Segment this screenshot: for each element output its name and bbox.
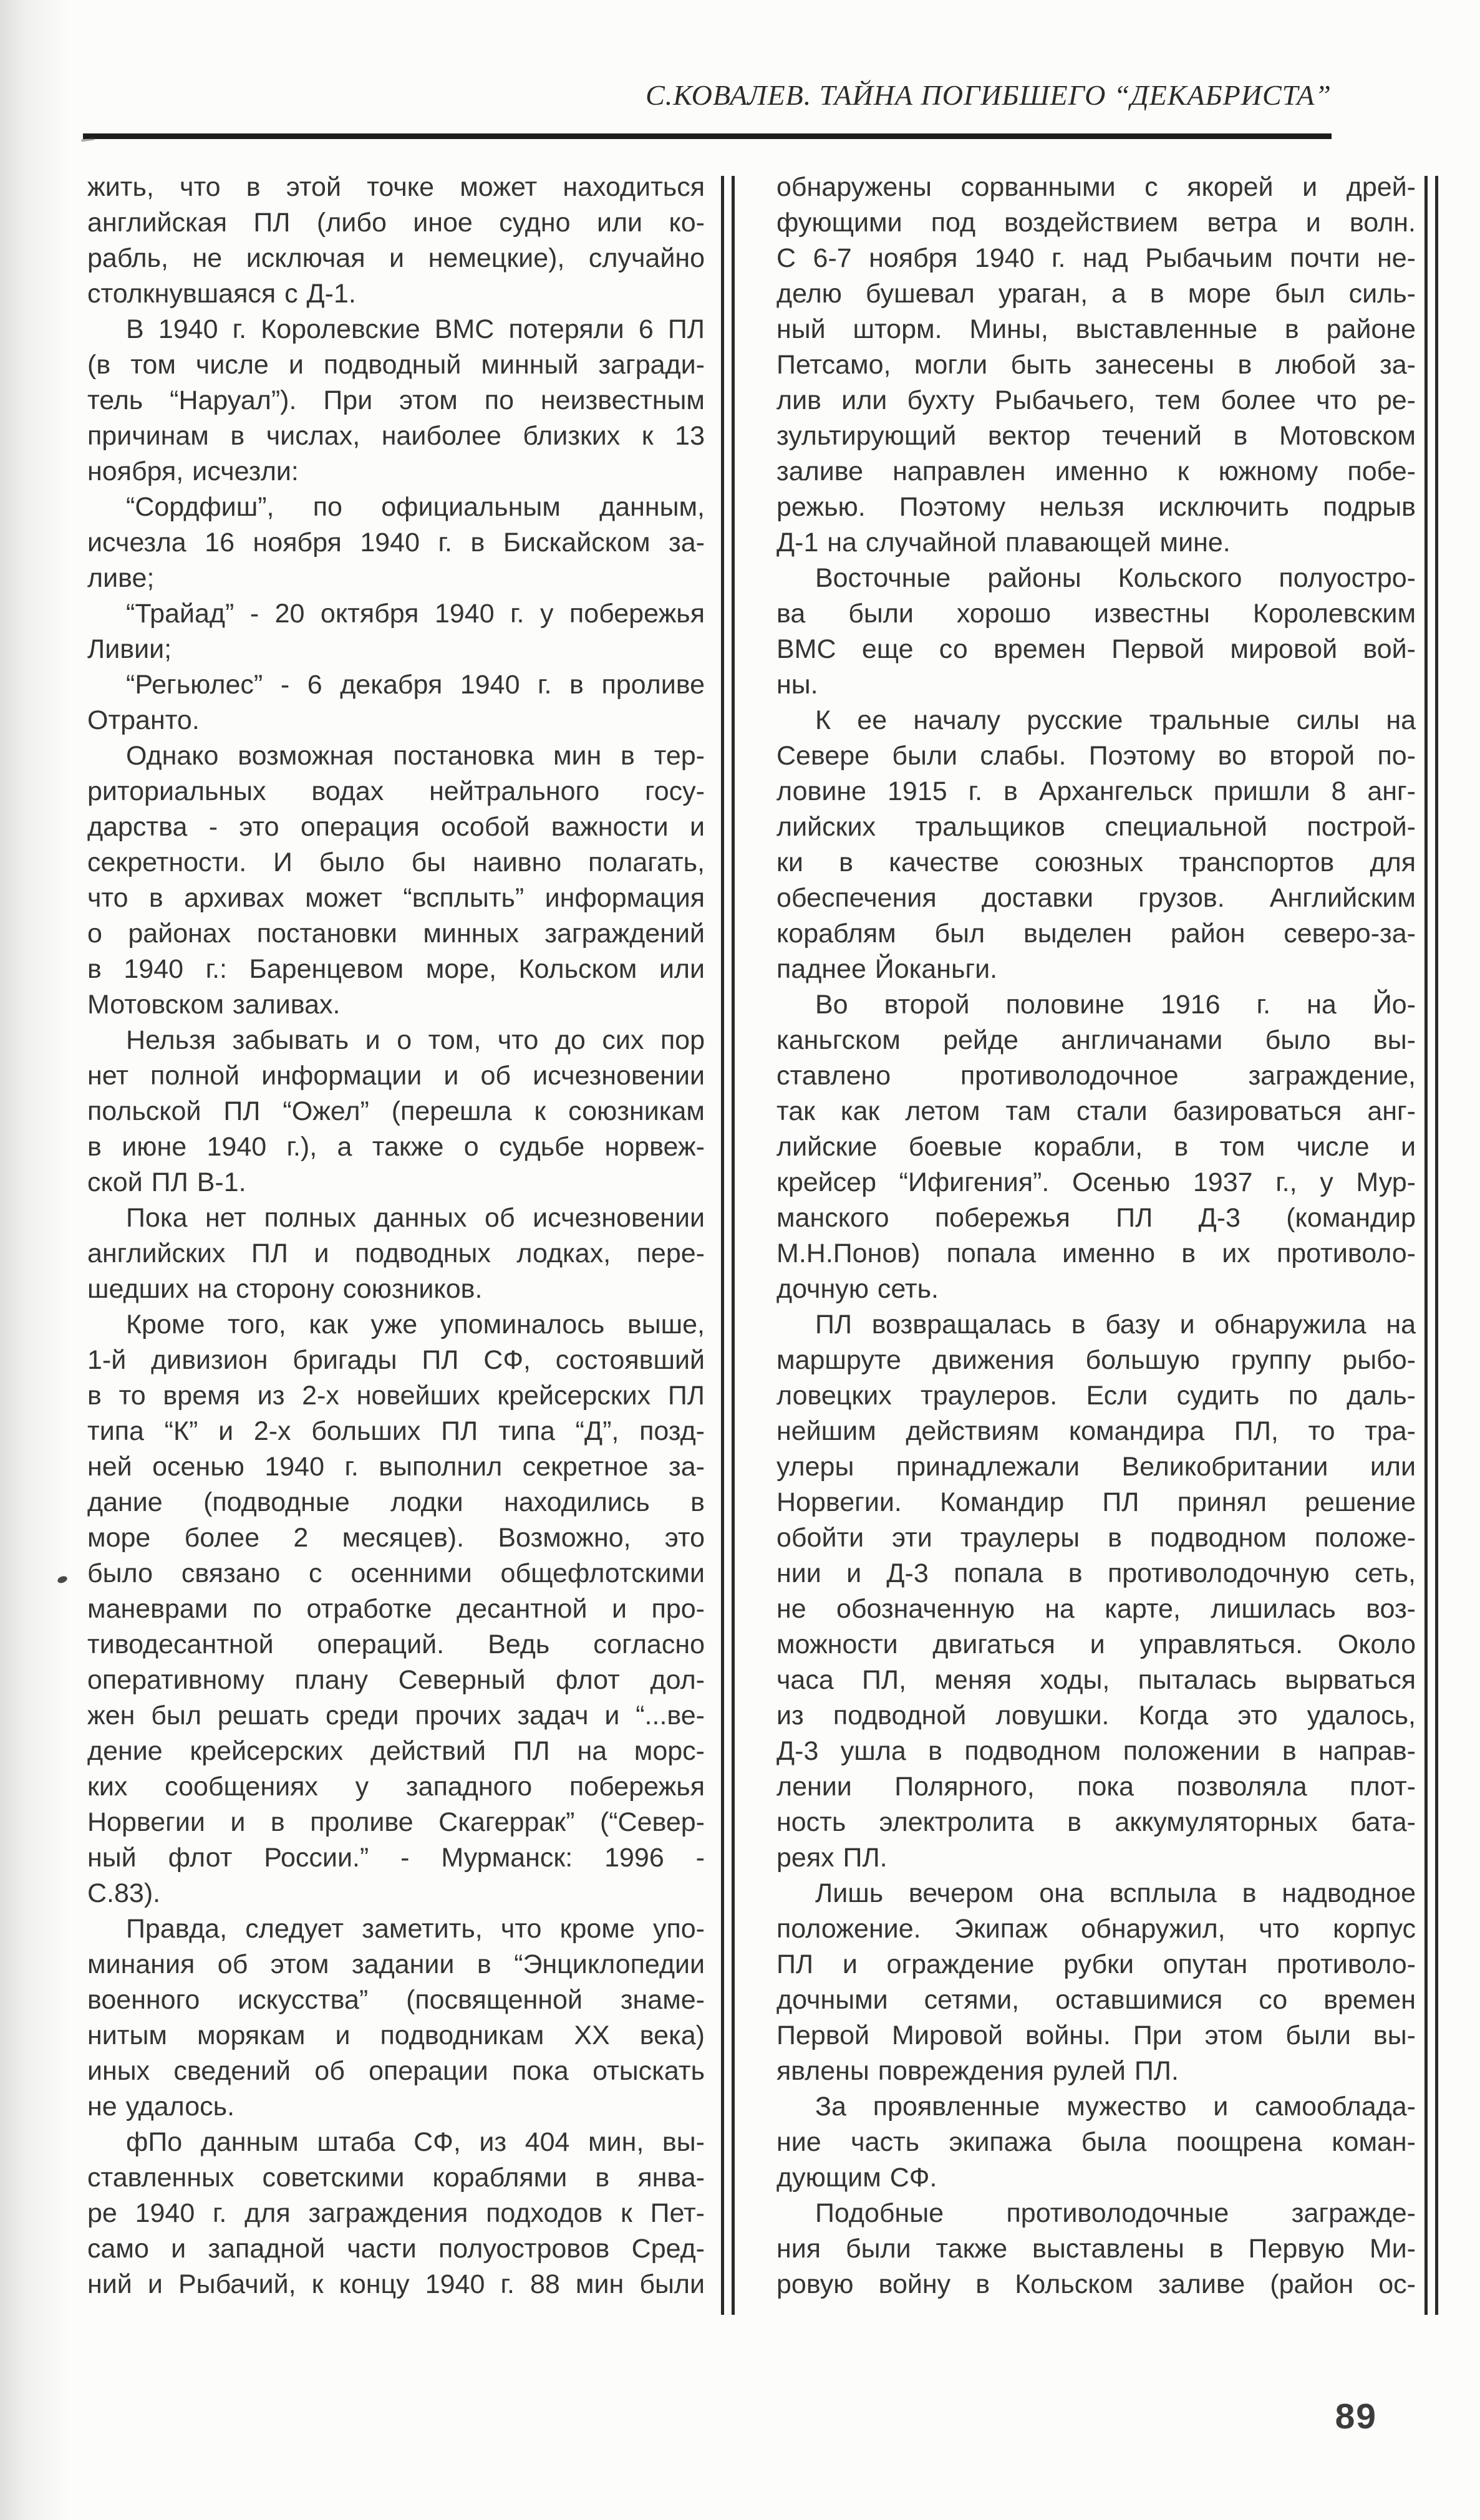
text-line: Подобные противолодочные загражде- (815, 2198, 1416, 2228)
text-line: 1-й дивизион бригады ПЛ СФ, состоявший (87, 1345, 705, 1375)
text-line: шедших на сторону союзников. (87, 1274, 483, 1304)
text-line: причинам в числах, наиболее близких к 13 (87, 421, 705, 451)
text-line: английская ПЛ (либо иное судно или ко- (87, 208, 705, 238)
text-line: лийских тральщиков специальной построй- (776, 812, 1416, 842)
text-line: обнаружены сорванными с якорей и дрей- (776, 172, 1416, 202)
text-line: Д-3 ушла в подводном положении в направ- (776, 1736, 1416, 1766)
text-line: явлены повреждения рулей ПЛ. (776, 2056, 1179, 2086)
text-line: тель “Наруал”). При этом по неизвестным (87, 385, 705, 415)
text-line: Лишь вечером она всплыла в надводное (815, 1878, 1416, 1908)
right-margin-rule (1424, 176, 1438, 2315)
text-line: риториальных водах нейтрального госу- (87, 776, 705, 806)
text-column-left (87, 170, 705, 2302)
paragraph (87, 2125, 705, 2302)
text-line: делю бушевал ураган, а в море был силь- (776, 279, 1416, 309)
text-line: С.83). (87, 1878, 161, 1908)
text-line: море более 2 месяцев). Возможно, это (87, 1523, 705, 1553)
paragraph (87, 1911, 705, 2125)
text-line: Восточные районы Кольского полуостро- (815, 563, 1416, 593)
text-line: Первой Мировой войны. При этом были вы- (776, 2020, 1416, 2050)
text-line: военного искусства” (посвященной знаме- (87, 1985, 705, 2015)
text-line: улеры принадлежали Великобритании или (776, 1452, 1416, 1482)
paragraph (776, 703, 1416, 987)
text-line: Петсамо, могли быть занесены в любой за- (776, 350, 1416, 380)
text-line: так как летом там стали базироваться анг- (776, 1096, 1416, 1126)
text-line: из подводной ловушки. Когда это удалось, (776, 1701, 1416, 1731)
text-line: о районах постановки минных заграждений (87, 919, 705, 949)
text-line: Мотовском заливах. (87, 990, 341, 1020)
text-line: фПо данным штаба СФ, из 404 мин, вы- (126, 2127, 705, 2157)
text-column-right (776, 170, 1416, 2302)
text-line: ской ПЛ В-1. (87, 1167, 246, 1197)
text-line: Ливии; (87, 634, 172, 664)
text-line: Правда, следует заметить, что кроме упо- (126, 1914, 705, 1944)
text-line: ровую войну в Кольском заливе (район ос- (776, 2269, 1416, 2299)
paragraph (776, 561, 1416, 703)
paragraph (776, 1307, 1416, 1876)
text-line: Однако возможная постановка мин в тер- (126, 741, 705, 771)
paragraph (87, 667, 705, 738)
text-line: ре 1940 г. для заграждения подходов к Пет- (87, 2198, 705, 2228)
text-line: нейшим действиям командира ПЛ, то тра- (776, 1416, 1416, 1446)
text-line: заливе направлен именно к южному побе- (776, 456, 1416, 486)
text-line: дание (подводные лодки находились в (87, 1487, 705, 1517)
text-line: реях ПЛ. (776, 1843, 888, 1873)
text-line: Пока нет полных данных об исчезновении (126, 1203, 705, 1233)
paragraph (87, 312, 705, 490)
margin-ink-speck (57, 1575, 68, 1585)
text-line: жить, что в этой точке может находиться (87, 172, 705, 202)
text-line: маневрами по отработке десантной и про- (87, 1594, 705, 1624)
text-line: ловине 1915 г. в Архангельск пришли 8 анг- (776, 776, 1416, 806)
text-line: дарства - это операция особой важности и (87, 812, 705, 842)
text-line: дение крейсерских действий ПЛ на морс- (87, 1736, 705, 1766)
text-line: нии и Д-3 попала в противолодочную сеть, (776, 1558, 1416, 1588)
text-line: (в том числе и подводный минный загради- (87, 350, 705, 380)
paragraph (87, 596, 705, 667)
text-line: “Трайад” - 20 октября 1940 г. у побережья (126, 599, 705, 629)
text-line: ловецких траулеров. Если судить по даль- (776, 1381, 1416, 1411)
text-line: ливе; (87, 563, 155, 593)
text-line: К ее началу русские тральные силы на (815, 705, 1416, 735)
paragraph (776, 2196, 1416, 2302)
text-line: дующим СФ. (776, 2163, 937, 2193)
text-line: ставлено противолодочное заграждение, (776, 1061, 1416, 1091)
text-line: обеспечения доставки грузов. Английским (776, 883, 1416, 913)
running-header-title: С.КОВАЛЕВ. ТАЙНА ПОГИБШЕГО “ДЕКАБРИСТА” (646, 79, 1332, 111)
text-line: ки в качестве союзных транспортов для (776, 847, 1416, 877)
text-line: каньгском рейде англичанами было вы- (776, 1025, 1416, 1055)
header-rule (83, 133, 1332, 139)
text-line: дочную сеть. (776, 1274, 939, 1304)
text-line: ставленных советскими кораблями в янва- (87, 2163, 705, 2193)
paragraph (776, 987, 1416, 1307)
paragraph (776, 170, 1416, 561)
text-line: английских ПЛ и подводных лодках, пере- (87, 1238, 705, 1268)
paragraph (87, 490, 705, 596)
text-line: лении Полярного, пока позволяла плот- (776, 1772, 1416, 1802)
page-number: 89 (1335, 2397, 1377, 2436)
text-line: зультирующий вектор течений в Мотовском (776, 421, 1416, 451)
text-line: часа ПЛ, меняя ходы, пыталась вырваться (776, 1665, 1416, 1695)
paragraph (87, 738, 705, 1023)
text-line: Кроме того, как уже упоминалось выше, (126, 1310, 705, 1340)
paragraph (776, 2089, 1416, 2196)
text-line: режью. Поэтому нельзя исключить подрыв (776, 492, 1416, 522)
text-line: ва были хорошо известны Королевским (776, 599, 1416, 629)
text-line: ность электролита в аккумуляторных бата- (776, 1807, 1416, 1837)
text-line: С 6-7 ноября 1940 г. над Рыбачьим почти не- (776, 243, 1416, 273)
text-line: польской ПЛ “Ожел” (перешла к союзникам (87, 1096, 705, 1126)
text-line: оперативному плану Северный флот дол- (87, 1665, 705, 1695)
text-line: ния были также выставлены в Первую Ми- (776, 2234, 1416, 2264)
text-line: ный флот России.” - Мурманск: 1996 - (87, 1843, 705, 1873)
text-line: Д-1 на случайной плавающей мине. (776, 528, 1231, 558)
text-line: в то время из 2-х новейших крейсерских ПЛ (87, 1381, 705, 1411)
text-line: крейсер “Ифигения”. Осенью 1937 г., у Мур- (776, 1167, 1416, 1197)
text-line: лив или бухту Рыбачьего, тем более что ре- (776, 385, 1416, 415)
text-line: лийские боевые корабли, в том числе и (776, 1132, 1416, 1162)
text-line: ней осенью 1940 г. выполнил секретное за- (87, 1452, 705, 1482)
paragraph (87, 170, 705, 312)
text-line: ноября, исчезли: (87, 456, 299, 486)
text-line: Отранто. (87, 705, 200, 735)
text-line: ПЛ возвращалась в базу и обнаружила на (815, 1310, 1416, 1340)
text-line: столкнувшаяся с Д-1. (87, 279, 356, 309)
text-line: тиводесантной операций. Ведь согласно (87, 1629, 705, 1659)
text-line: иных сведений об операции пока отыскать (87, 2056, 705, 2086)
text-line: положение. Экипаж обнаружил, что корпус (776, 1914, 1416, 1944)
text-line: ВМС еще со времен Первой мировой вой- (776, 634, 1416, 664)
text-line: ны. (776, 670, 818, 700)
text-line: что в архивах может “всплыть” информация (87, 883, 705, 913)
text-line: рабль, не исключая и немецкие), случайно (87, 243, 705, 273)
text-line: “Регьюлес” - 6 декабря 1940 г. в проливе (126, 670, 705, 700)
text-line: Норвегии и в проливе Скагеррак” (“Север- (87, 1807, 705, 1837)
paragraph (87, 1200, 705, 1307)
text-line: можности двигаться и управляться. Около (776, 1629, 1416, 1659)
text-line: исчезла 16 ноября 1940 г. в Бискайском за- (87, 528, 705, 558)
page-gutter-shadow (0, 0, 69, 2520)
text-line: М.Н.Понов) попала именно в их противоло- (776, 1238, 1416, 1268)
text-line: ПЛ и ограждение рубки опутан противоло- (776, 1949, 1416, 1979)
text-line: кораблям был выделен район северо-за- (776, 919, 1416, 949)
paragraph (776, 1876, 1416, 2089)
text-line: В 1940 г. Королевские ВМС потеряли 6 ПЛ (126, 314, 705, 344)
text-line: в июне 1940 г.), а также о судьбе норвеж- (87, 1132, 705, 1162)
text-line: Во второй половине 1916 г. на Йо- (815, 990, 1416, 1020)
text-line: ние часть экипажа была поощрена коман- (776, 2127, 1416, 2157)
text-line: Нельзя забывать и о том, что до сих пор (126, 1025, 705, 1055)
text-line: обойти эти траулеры в подводном положе- (776, 1523, 1416, 1553)
paragraph (87, 1023, 705, 1200)
paragraph (87, 1307, 705, 1911)
text-line: не обозначенную на карте, лишилась воз- (776, 1594, 1416, 1624)
text-line: ний и Рыбачий, к концу 1940 г. 88 мин были (87, 2269, 705, 2299)
text-line: Норвегии. Командир ПЛ принял решение (776, 1487, 1416, 1517)
text-line: “Сордфиш”, по официальным данным, (126, 492, 705, 522)
text-line: фующими под воздействием ветра и волн. (776, 208, 1416, 238)
text-line: было связано с осенними общефлотскими (87, 1558, 705, 1588)
text-line: ный шторм. Мины, выставленные в районе (776, 314, 1416, 344)
text-line: в 1940 г.: Баренцевом море, Кольском или (87, 954, 705, 984)
text-line: маршруте движения большую группу рыбо- (776, 1345, 1416, 1375)
text-line: нет полной информации и об исчезновении (87, 1061, 705, 1091)
text-line: дочными сетями, оставшимися со времен (776, 1985, 1416, 2015)
text-line: жен был решать среди прочих задач и “...ве- (87, 1701, 705, 1731)
text-line: само и западной части полуостровов Сред- (87, 2234, 705, 2264)
text-line: типа “К” и 2-х больших ПЛ типа “Д”, позд- (87, 1416, 705, 1446)
text-line: Севере были слабы. Поэтому во второй по- (776, 741, 1416, 771)
text-line: манского побережья ПЛ Д-3 (командир (776, 1203, 1416, 1233)
text-line: ких сообщениях у западного побережья (87, 1772, 705, 1802)
column-divider-rule (721, 176, 735, 2315)
text-line: секретности. И было бы наивно полагать, (87, 847, 705, 877)
text-line: не удалось. (87, 2092, 235, 2122)
text-line: минания об этом задании в “Энциклопедии (87, 1949, 705, 1979)
text-line: За проявленные мужество и самооблада- (815, 2092, 1416, 2122)
text-line: паднее Йоканьги. (776, 954, 998, 984)
text-line: нитым морякам и подводникам XX века) (87, 2020, 705, 2050)
